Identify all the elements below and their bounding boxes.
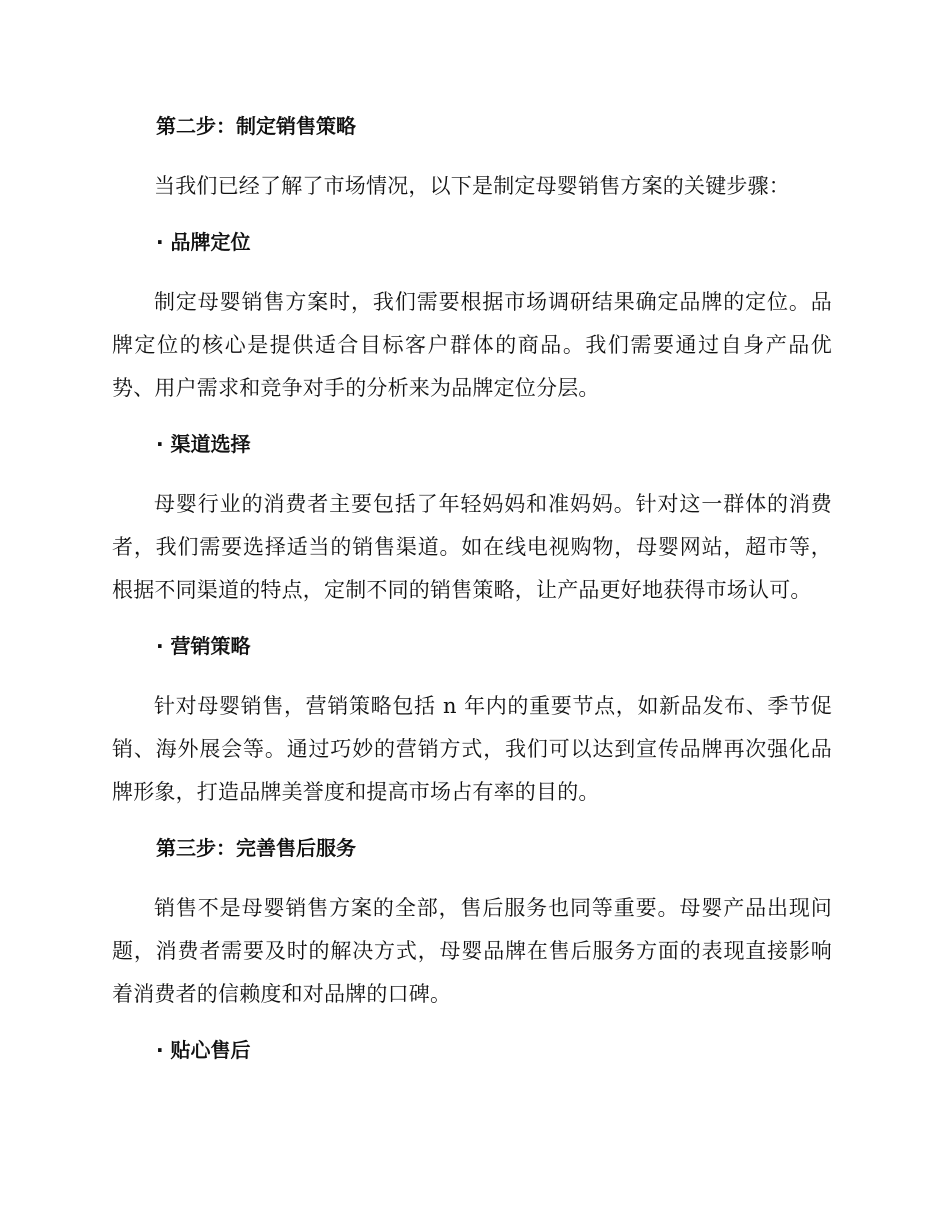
paragraph-marketing-strategy: 针对母婴销售，营销策略包括 n 年内的重要节点，如新品发布、季节促销、海外展会等。通过巧妙的营销方式，我们可以达到宣传品牌再次强化品牌形象，打造品牌美誉度和提高市场占有率的目的。 (112, 694, 832, 804)
paragraph-after-sales: 销售不是母婴销售方案的全部，售后服务也同等重要。母婴产品出现问题，消费者需要及时的解决方式，母婴品牌在售后服务方面的表现直接影响着消费者的信赖度和对品牌的口碑。 (112, 896, 832, 1006)
section-heading-step-two: 第二步：制定销售策略 (156, 114, 356, 138)
intro-paragraph: 当我们已经了解了市场情况，以下是制定母婴销售方案的关键步骤： (154, 174, 790, 198)
section-heading-step-three: 第三步：完善售后服务 (156, 836, 356, 860)
subheading-channel-selection: · 渠道选择 (156, 432, 251, 456)
paragraph-brand-positioning: 制定母婴销售方案时，我们需要根据市场调研结果确定品牌的定位。品牌定位的核心是提供适合目标客户群体的商品。我们需要通过自身产品优势、用户需求和竞争对手的分析来为品牌定位分层。 (112, 290, 832, 400)
subheading-caring-after-sales: · 贴心售后 (156, 1038, 251, 1062)
subheading-marketing-strategy: · 营销策略 (156, 634, 251, 658)
paragraph-channel-selection: 母婴行业的消费者主要包括了年轻妈妈和准妈妈。针对这一群体的消费者，我们需要选择适当的销售渠道。如在线电视购物，母婴网站，超市等，根据不同渠道的特点，定制不同的销售策略，让产品更好地获得市场认可。 (112, 492, 832, 602)
subheading-brand-positioning: · 品牌定位 (156, 230, 251, 254)
document-page (112, 108, 832, 1068)
